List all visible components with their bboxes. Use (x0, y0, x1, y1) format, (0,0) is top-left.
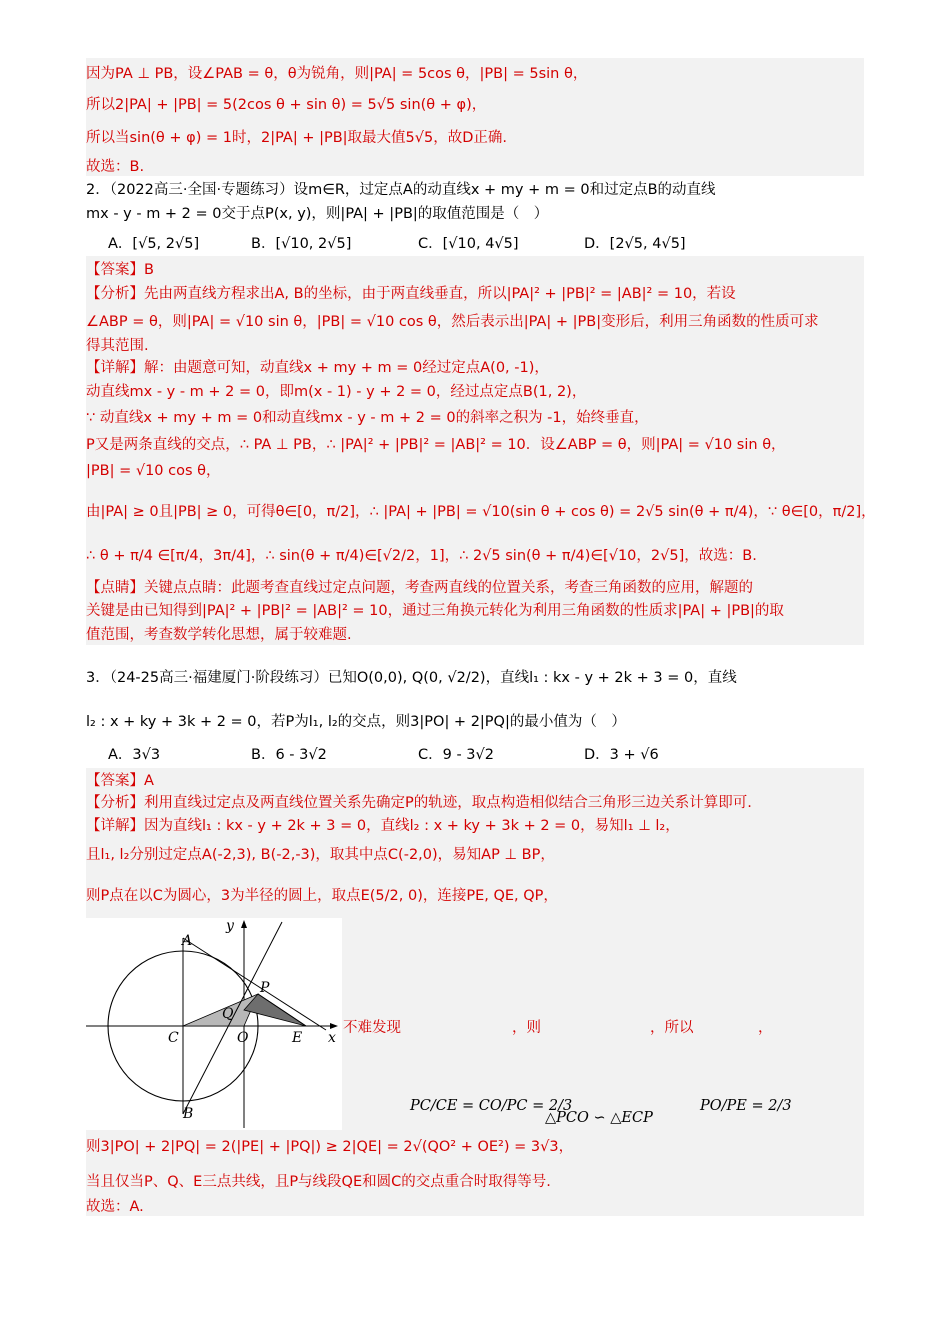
q3-stem-2: l₂ : x + ky + 3k + 2 = 0，若P为l₁, l₂的交点，则3|PO| + 2|PQ|的最小值为（ ） (86, 714, 626, 730)
label-o: O (237, 1030, 249, 1046)
q2-stem-2: mx - y - m + 2 = 0交于点P(x, y)，则|PA| + |PB|的取值范围是（ ） (86, 206, 549, 222)
q2-analysis-2: ∠ABP = θ，则|PA| = √10 sin θ，|PB| = √10 cos θ，然后表示出|PA| + |PB|变形后，利用三角函数的性质可求 (86, 314, 819, 330)
q3-option-b: B．6 - 3√2 (251, 747, 327, 763)
q3-option-a: A．3√3 (108, 747, 161, 763)
q2-detail-7: ∴ θ + π/4 ∈[π/4，3π/4]，∴ sin(θ + π/4)∈[√2/2，1]，∴ 2√5 sin(θ + π/4)∈[√10，2√5]，故选：B. (86, 548, 757, 564)
label-a: A (182, 933, 193, 949)
q2-option-c: C．[√10, 4√5] (418, 236, 519, 252)
q3-detail-4: 则3|PO| + 2|PQ| = 2(|PE| + |PQ|) ≥ 2|QE| = 2√(QO² + OE²) = 3√3， (86, 1139, 574, 1155)
q2-detail-5: |PB| = √10 cos θ， (86, 463, 221, 479)
q3-stem-1: 3．（24-25高三·福建厦门·阶段练习）已知O(0,0), Q(0, √2/2)，直线l₁ : kx - y + 2k + 3 = 0，直线 (86, 670, 737, 686)
q3-detail-5: 当且仅当P、Q、E三点共线，且P与线段QE和圆C的交点重合时取得等号. (86, 1174, 551, 1190)
q3-option-c: C．9 - 3√2 (418, 747, 494, 763)
label-e: E (292, 1030, 303, 1046)
q3-detail-3: 则P点在以C为圆心，3为半径的圆上，取点E(5/2, 0)，连接PE, QE, QP， (86, 888, 558, 904)
q2-option-d: D．[2√5, 4√5] (584, 236, 686, 252)
q2-detail-2: 动直线mx - y - m + 2 = 0，即m(x - 1) - y + 2 = 0，经过点定点B(1, 2)， (86, 384, 587, 400)
label-x: x (328, 1030, 336, 1046)
q3-detail-2: 且l₁, l₂分别过定点A(-2,3), B(-2,-3)，取其中点C(-2,0)，易知AP ⊥ BP， (86, 847, 555, 863)
q2-point-1: 【点睛】关键点点睛：此题考查直线过定点问题，考查两直线的位置关系，考查三角函数的应用，解题的 (86, 580, 753, 596)
side-so: ，所以 (650, 1020, 694, 1036)
q2-detail-6: 由|PA| ≥ 0且|PB| ≥ 0，可得θ∈[0，π/2]，∴ |PA| + |PB| = √10(sin θ + cos θ) = 2√5 sin(θ + π/4)，∵ θ∈[0，π/2]， (86, 504, 876, 520)
q3-analysis: 【分析】利用直线过定点及两直线位置关系先确定P的轨迹，取点构造相似结合三角形三边关系计算即可. (86, 795, 752, 811)
q2-point-2: 关键是由已知得到|PA|² + |PB|² = |AB|² = 10，通过三角换元转化为利用三角函数的性质求|PA| + |PB|的取 (86, 603, 784, 619)
label-b: B (183, 1106, 194, 1122)
geometry-figure (86, 918, 342, 1130)
q2-option-b: B．[√10, 2√5] (251, 236, 352, 252)
top-line-1: 因为PA ⊥ PB，设∠PAB = θ，θ为锐角，则|PA| = 5cos θ，|PB| = 5sin θ， (86, 66, 588, 82)
q3-option-d: D．3 + √6 (584, 747, 659, 763)
q2-analysis-3: 得其范围. (86, 338, 149, 354)
ratio-pc-ce: PC/CE = CO/PC = 2/3 (410, 1098, 573, 1114)
q2-detail-1: 【详解】解：由题意可知，动直线x + my + m = 0经过定点A(0, -1)， (86, 360, 549, 376)
ratio-po-pe: PO/PE = 2/3 (700, 1098, 792, 1114)
label-c: C (168, 1030, 179, 1046)
q2-point-3: 值范围，考查数学转化思想，属于较难题. (86, 627, 352, 643)
top-line-2: 所以2|PA| + |PB| = 5(2cos θ + sin θ) = 5√5 sin(θ + φ)， (86, 97, 487, 113)
top-line-3: 所以当sin(θ + φ) = 1时，2|PA| + |PB|取最大值5√5，故D正确. (86, 130, 508, 146)
side-end: ， (758, 1020, 773, 1036)
similar-triangles: △PCO ∽ △ECP (545, 1110, 653, 1126)
label-y: y (226, 918, 234, 934)
q2-answer: 【答案】B (86, 262, 154, 278)
q2-analysis-1: 【分析】先由两直线方程求出A, B的坐标，由于两直线垂直，所以|PA|² + |PB|² = |AB|² = 10，若设 (86, 286, 736, 302)
top-line-4: 故选：B. (86, 159, 145, 175)
label-p: P (260, 980, 270, 996)
q3-answer: 【答案】A (86, 773, 154, 789)
side-then: ，则 (512, 1020, 541, 1036)
side-text: 不难发现 (343, 1020, 401, 1036)
q2-detail-3: ∵ 动直线x + my + m = 0和动直线mx - y - m + 2 = 0的斜率之积为 -1，始终垂直， (86, 410, 649, 426)
q2-stem-1: 2．（2022高三·全国·专题练习）设m∈R，过定点A的动直线x + my + m = 0和过定点B的动直线 (86, 182, 716, 198)
q3-detail-6: 故选：A. (86, 1199, 144, 1215)
label-q: Q (222, 1006, 234, 1022)
q3-detail-1: 【详解】因为直线l₁ : kx - y + 2k + 3 = 0，直线l₂ : x + ky + 3k + 2 = 0，易知l₁ ⊥ l₂， (86, 818, 680, 834)
q2-detail-4: P又是两条直线的交点，∴ PA ⊥ PB，∴ |PA|² + |PB|² = |AB|² = 10．设∠ABP = θ，则|PA| = √10 sin θ， (86, 437, 786, 453)
q2-option-a: A．[√5, 2√5] (108, 236, 200, 252)
